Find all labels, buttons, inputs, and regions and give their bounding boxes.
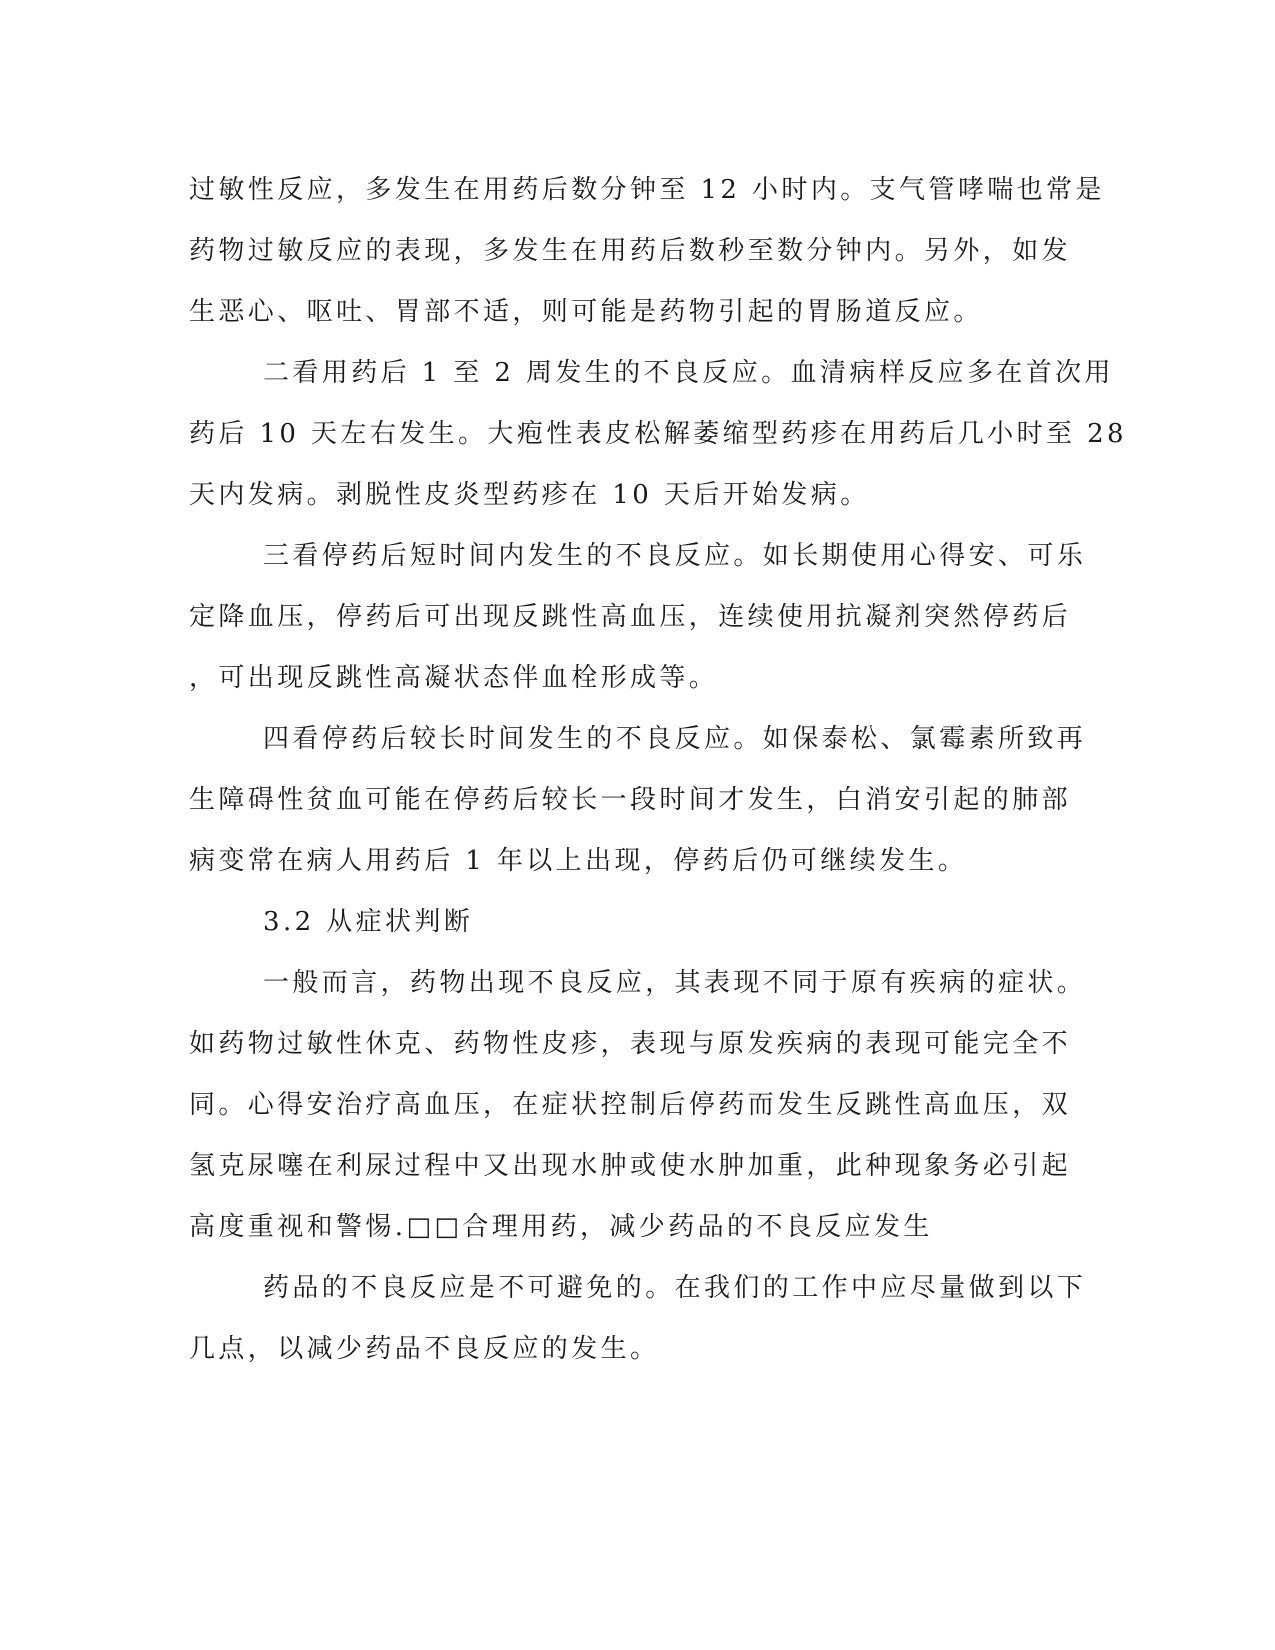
text-line: 高度重视和警惕.□□合理用药，减少药品的不良反应发生 <box>189 1212 933 1242</box>
paragraph-start-line: 三看停药后短时间内发生的不良反应。如长期使用心得安、可乐 <box>263 541 1087 571</box>
text-line: 过敏性反应，多发生在用药后数分钟至 12 小时内。支气管哮喘也常是 <box>189 175 1105 205</box>
text-line: 生恶心、呕吐、胃部不适，则可能是药物引起的胃肠道反应。 <box>189 297 983 327</box>
text-line: 天内发病。剥脱性皮炎型药疹在 10 天后开始发病。 <box>189 480 870 510</box>
text-line: ，可出现反跳性高凝状态伴血栓形成等。 <box>189 663 719 693</box>
section-heading: 3.2 从症状判断 <box>263 907 474 937</box>
paragraph-start-line: 四看停药后较长时间发生的不良反应。如保泰松、氯霉素所致再 <box>263 724 1087 754</box>
text-line: 氢克尿噻在利尿过程中又出现水肿或使水肿加重，此种现象务必引起 <box>189 1151 1072 1181</box>
text-line: 药物过敏反应的表现，多发生在用药后数秒至数分钟内。另外，如发 <box>189 236 1072 266</box>
text-line: 如药物过敏性休克、药物性皮疹，表现与原发疾病的表现可能完全不 <box>189 1029 1072 1059</box>
text-line: 药后 10 天左右发生。大疱性表皮松解萎缩型药疹在用药后几小时至 28 <box>189 419 1127 449</box>
text-line: 定降血压，停药后可出现反跳性高血压，连续使用抗凝剂突然停药后 <box>189 602 1072 632</box>
text-line: 病变常在病人用药后 1 年以上出现，停药后仍可继续发生。 <box>189 846 968 876</box>
body-text <box>189 160 1127 1380</box>
text-line: 几点，以减少药品不良反应的发生。 <box>189 1334 660 1364</box>
text-line: 同。心得安治疗高血压，在症状控制后停药而发生反跳性高血压，双 <box>189 1090 1072 1120</box>
paragraph-start-line: 药品的不良反应是不可避免的。在我们的工作中应尽量做到以下 <box>263 1273 1087 1303</box>
paragraph-start-line: 二看用药后 1 至 2 周发生的不良反应。血清病样反应多在首次用 <box>263 358 1114 388</box>
text-line: 生障碍性贫血可能在停药后较长一段时间才发生，白消安引起的肺部 <box>189 785 1072 815</box>
paragraph-start-line: 一般而言，药物出现不良反应，其表现不同于原有疾病的症状。 <box>263 968 1087 998</box>
